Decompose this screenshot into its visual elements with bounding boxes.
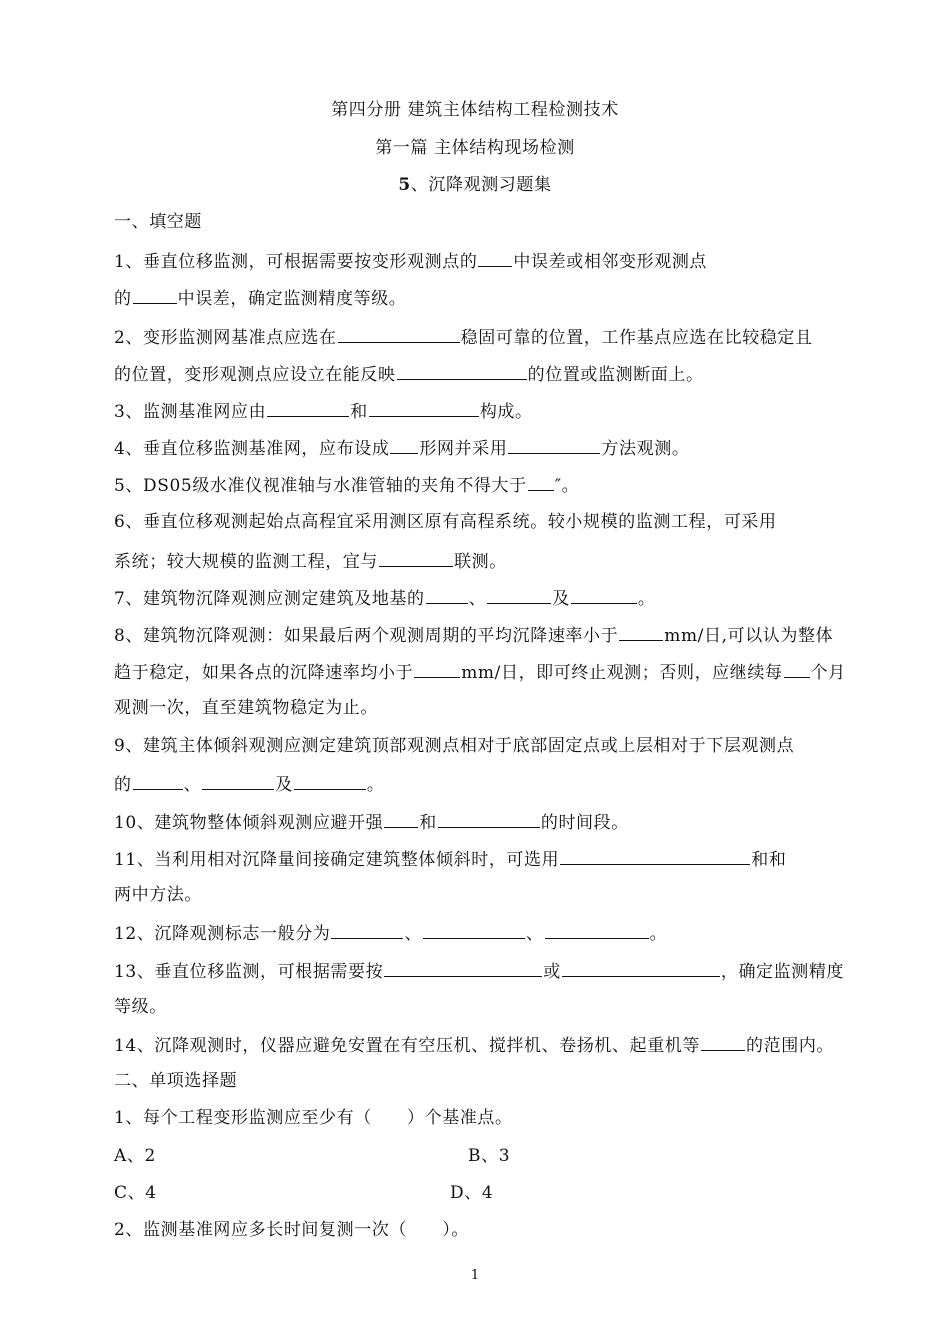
q9-line1 xyxy=(114,734,794,758)
q1-blank-2[interactable] xyxy=(133,285,177,304)
q2-text-b: 稳固可靠的位置，工作基点应选在比较稳定且 xyxy=(460,328,813,348)
q1-text-c: 的 xyxy=(114,289,132,309)
q9-blank-3[interactable] xyxy=(294,771,366,790)
q6-line1 xyxy=(114,510,777,534)
q1-line1 xyxy=(114,248,707,274)
q13-line2 xyxy=(114,995,167,1019)
q3-blank-2[interactable] xyxy=(369,398,479,417)
q2-text-d: 的位置或监测断面上。 xyxy=(527,365,704,385)
q1-text-d: 中误差，确定监测精度等级。 xyxy=(177,289,407,309)
q4-text-a: 4、垂直位移监测基准网，应布设成 xyxy=(114,439,390,459)
q14-text-a: 14、沉降观测时，仪器应避免安置在有空压机、搅拌机、卷扬机、起重机等 xyxy=(114,1036,701,1056)
section1-heading: 一、填空题 xyxy=(114,212,202,232)
q9-text-a: 9、建筑主体倾斜观测应测定建筑顶部观测点相对于底部固定点或上层相对于下层观测点 xyxy=(114,736,795,756)
q8-line2 xyxy=(114,659,846,685)
q6-text-c: 联测。 xyxy=(454,552,507,572)
q9-blank-1[interactable] xyxy=(133,771,183,790)
q8-blank-3[interactable] xyxy=(784,659,810,678)
q9-text-b: 的 xyxy=(114,775,132,795)
chapter-number: 5 xyxy=(398,175,411,195)
q3-text-b: 和 xyxy=(350,402,368,422)
q7-text-a: 7、建筑物沉降观测应测定建筑及地基的 xyxy=(114,589,425,609)
q8-text-f: 观测一次，直至建筑物稳定为止。 xyxy=(114,698,378,718)
q10-text-c: 的时间段。 xyxy=(540,813,629,833)
q13-text-c: ，确定监测精度 xyxy=(720,962,845,982)
q8-blank-2[interactable] xyxy=(414,659,460,678)
q7-text-d: 。 xyxy=(637,589,656,609)
q13-text-b: 或 xyxy=(543,962,561,982)
q5-blank-1[interactable] xyxy=(528,472,554,491)
q3-text-a: 3、监测基准网应由 xyxy=(114,402,267,422)
q2-blank-1[interactable] xyxy=(338,324,460,343)
q10-line xyxy=(114,809,629,835)
q10-blank-2[interactable] xyxy=(438,809,540,828)
q12-text-b: 、 xyxy=(404,924,423,944)
q9-text-e: 。 xyxy=(366,775,385,795)
q8-text-c: 趋于稳定，如果各点的沉降速率均小于 xyxy=(114,663,414,683)
mc-q1-option-a[interactable]: A、2 xyxy=(114,1146,156,1166)
q8-blank-1[interactable] xyxy=(619,622,663,641)
q12-text-d: 。 xyxy=(649,924,668,944)
q6-blank-1[interactable] xyxy=(379,548,453,567)
q3-blank-1[interactable] xyxy=(267,398,349,417)
q12-text-a: 12、沉降观测标志一般分为 xyxy=(114,924,331,944)
q7-blank-3[interactable] xyxy=(571,585,637,604)
q4-text-c: 方法观测。 xyxy=(601,439,690,459)
q8-line1 xyxy=(114,622,833,648)
q1-text-b: 中误差或相邻变形观测点 xyxy=(513,252,708,272)
q2-line2 xyxy=(114,361,704,387)
q6-text-b: 系统；较大规模的监测工程，宜与 xyxy=(114,552,378,572)
q14-blank-1[interactable] xyxy=(701,1032,745,1051)
q3-line xyxy=(114,398,533,424)
q11-blank-1[interactable] xyxy=(560,846,750,865)
q4-text-b: 形网并采用 xyxy=(419,439,508,459)
q11-text-a: 11、当利用相对沉降量间接确定建筑整体倾斜时，可选用 xyxy=(114,850,560,870)
q12-line xyxy=(114,920,667,946)
q10-text-b: 和 xyxy=(419,813,437,833)
q14-line xyxy=(114,1032,834,1058)
q7-blank-1[interactable] xyxy=(426,585,468,604)
q14-text-b: 的范围内。 xyxy=(746,1036,835,1056)
q1-line2 xyxy=(114,285,406,311)
q12-text-c: 、 xyxy=(526,924,544,944)
q4-blank-2[interactable] xyxy=(508,435,600,454)
q2-text-c: 的位置，变形观测点应设立在能反映 xyxy=(114,365,396,385)
q9-blank-2[interactable] xyxy=(202,771,274,790)
mc-q1-option-d[interactable]: D、4 xyxy=(450,1183,494,1203)
q8-text-d: mm/日，即可终止观测；否则，应继续每 xyxy=(461,663,783,683)
q11-line2 xyxy=(114,883,202,907)
q7-text-c: 及 xyxy=(552,589,570,609)
q5-text-a: 5、DS05级水准仪视准轴与水准管轴的夹角不得大于 xyxy=(114,476,527,496)
q13-text-d: 等级。 xyxy=(114,997,167,1017)
q8-text-a: 8、建筑物沉降观测：如果最后两个观测周期的平均沉降速率小于 xyxy=(114,626,619,646)
q9-line2 xyxy=(114,771,384,797)
q13-blank-2[interactable] xyxy=(562,958,720,977)
q7-text-b: 、 xyxy=(468,589,487,609)
q6-line2 xyxy=(114,548,507,574)
q8-text-e: 个月 xyxy=(810,663,846,683)
q11-text-b: 和和 xyxy=(751,850,787,870)
q10-text-a: 10、建筑物整体倾斜观测应避开强 xyxy=(114,813,384,833)
mc-q2-text: 2、监测基准网应多长时间复测一次（ ）。 xyxy=(114,1220,469,1240)
mc-q1-option-c[interactable]: C、4 xyxy=(114,1183,157,1203)
chapter-title-text: 、沉降观测习题集 xyxy=(410,175,552,195)
q10-blank-1[interactable] xyxy=(384,809,418,828)
mc-q1-option-b[interactable]: B、3 xyxy=(468,1146,511,1166)
q5-line xyxy=(114,472,579,498)
q1-blank-1[interactable] xyxy=(478,248,512,267)
q11-text-c: 两中方法。 xyxy=(114,885,202,905)
q7-line xyxy=(114,585,655,611)
mc-q1-text: 1、每个工程变形监测应至少有（ ）个基准点。 xyxy=(114,1108,513,1128)
q7-blank-2[interactable] xyxy=(487,585,551,604)
q4-blank-1[interactable] xyxy=(390,435,418,454)
q13-text-a: 13、垂直位移监测，可根据需要按 xyxy=(114,962,384,982)
q11-line1 xyxy=(114,846,786,872)
q12-blank-1[interactable] xyxy=(331,920,403,939)
q8-line3 xyxy=(114,696,378,720)
q13-blank-1[interactable] xyxy=(384,958,542,977)
q13-line1 xyxy=(114,958,844,984)
section2-heading: 二、单项选择题 xyxy=(114,1071,238,1091)
page-number: 1 xyxy=(470,1268,480,1283)
q9-text-c: 、 xyxy=(183,775,202,795)
q2-blank-2[interactable] xyxy=(397,361,527,380)
q2-line1 xyxy=(114,324,813,350)
q1-text-a: 1、垂直位移监测，可根据需要按变形观测点的 xyxy=(114,252,478,272)
q5-text-b: ″。 xyxy=(554,476,580,496)
part-title: 第一篇 主体结构现场检测 xyxy=(375,138,575,158)
q8-text-b: mm/日,可以认为整体 xyxy=(664,626,834,646)
chapter-title xyxy=(0,173,950,197)
q4-line xyxy=(114,435,689,461)
q12-blank-2[interactable] xyxy=(423,920,525,939)
volume-title: 第四分册 建筑主体结构工程检测技术 xyxy=(331,100,619,120)
q12-blank-3[interactable] xyxy=(545,920,649,939)
q3-text-c: 构成。 xyxy=(479,402,533,422)
q6-text-a: 6、垂直位移观测起始点高程宜采用测区原有高程系统。较小规模的监测工程，可采用 xyxy=(114,512,777,532)
q9-text-d: 及 xyxy=(275,775,293,795)
q2-text-a: 2、变形监测网基准点应选在 xyxy=(114,328,337,348)
